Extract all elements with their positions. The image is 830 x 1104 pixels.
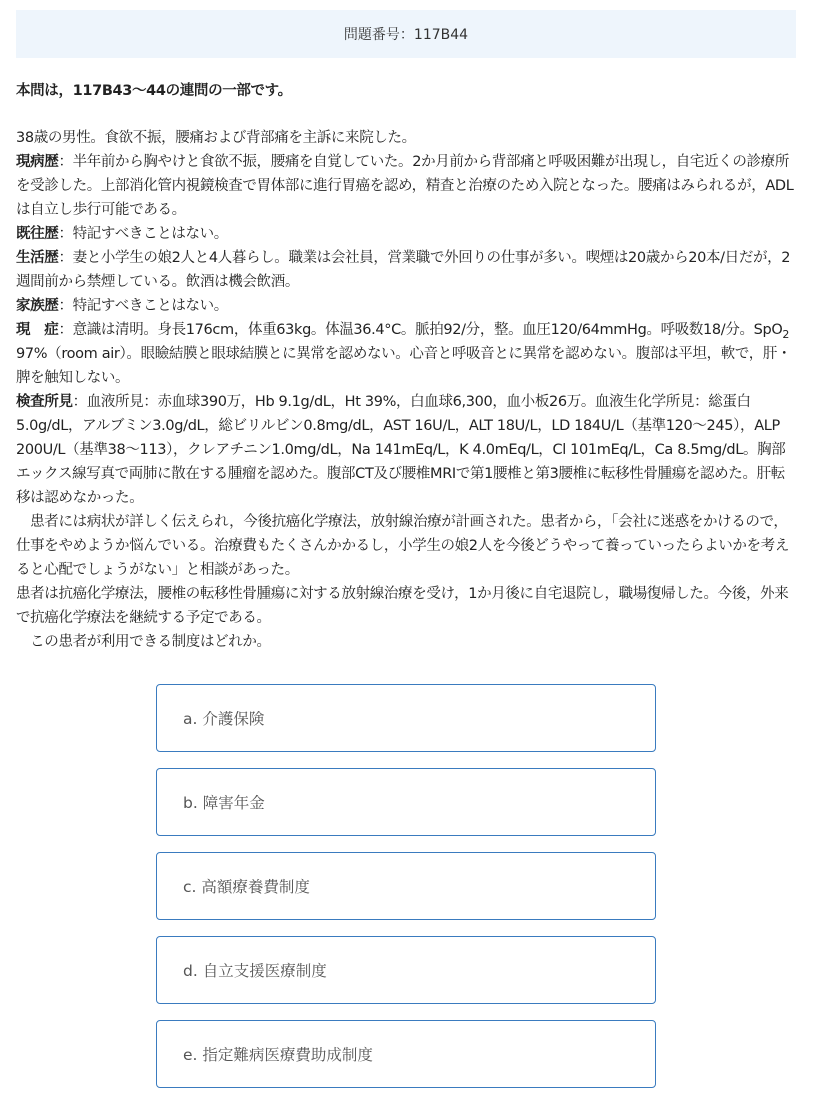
- life-history-label: 生活歴: [16, 250, 59, 266]
- past-history: [16, 222, 798, 246]
- physical-exam: [16, 318, 798, 390]
- problem-number: 問題番号：117B44: [343, 27, 469, 43]
- family-history: [16, 294, 798, 318]
- choice-d-button[interactable]: [156, 936, 656, 1004]
- family-history-text: ：特記すべきことはない。: [58, 298, 228, 314]
- lab-findings: [16, 390, 798, 510]
- lab-findings-label: 検査所見: [16, 394, 73, 410]
- choice-d-label: d. 自立支援医療制度: [183, 962, 327, 980]
- physical-exam-text-2: 97%（room air）。眼瞼結膜と眼球結膜とに異常を認めない。心音と呼吸音とに異常を認めない。腹部は平坦，軟で，肝・脾を触知しない。: [16, 346, 792, 386]
- consultation: 患者には病状が詳しく伝えられ，今後抗癌化学療法，放射線治療が計画された。患者から，「会社に迷惑をかけるので，仕事をやめようか悩んでいる。治療費もたくさんかかるし，小学生の娘2人を今後どうやって養っていったらよいかを考えると心配でしょうがない」と相談があった。: [16, 514, 789, 578]
- clinical-course: 患者は抗癌化学療法，腰椎の転移性骨腫瘍に対する放射線治療を受け，1か月後に自宅退院し，職場復帰した。今後，外来で抗癌化学療法を継続する予定である。: [16, 586, 789, 626]
- problem-number-bar: [16, 10, 796, 58]
- choice-b-label: b. 障害年金: [183, 794, 265, 812]
- physical-exam-text-1: ：意識は清明。身長176cm，体重63kg。体温36.4°C。脈拍92/分，整。血圧120/64mmHg。呼吸数18/分。SpO: [58, 322, 783, 338]
- lab-findings-text: ：血液所見：赤血球390万，Hb 9.1g/dL，Ht 39%，白血球6,300，血小板26万。血液生化学所見：総蛋白5.0g/dL，アルブミン3.0g/dL，総ビリルビン0.8mg/dL，AST 16U/L，ALT 18U/L，LD 184U/L（基準120〜245），ALP 200U/L（基準38〜113），クレアチニン1.0mg/dL，Na 141mEq/L，K 4.0mEq/L，Cl 101mEq/L，Ca 8.5mg/dL。胸部エックス線写真で両肺に散在する腫瘤を認めた。腹部CT及び腰椎MRIで第1腰椎と第3腰椎に転移性骨腫瘍を認めた。肝転移は認めなかった。: [16, 394, 786, 506]
- present-illness: [16, 150, 798, 222]
- spo2-subscript: 2: [782, 327, 790, 341]
- case-description: [16, 126, 798, 654]
- past-history-text: ：特記すべきことはない。: [58, 226, 228, 242]
- present-illness-label: 現病歴: [16, 154, 59, 170]
- case-summary: 38歳の男性。食欲不振，腰痛および背部痛を主訴に来院した。: [16, 130, 416, 146]
- present-illness-text: ：半年前から胸やけと食欲不振，腰痛を自覚していた。2か月前から背部痛と呼吸困難が出現し，自宅近くの診療所を受診した。上部消化管内視鏡検査で胃体部に進行胃癌を認め，精査と治療のため入院となった。腰痛はみられるが，ADLは自立し歩行可能である。: [16, 154, 794, 218]
- choice-a-label: a. 介護保険: [183, 710, 265, 728]
- choice-c-button[interactable]: [156, 852, 656, 920]
- choice-b-button[interactable]: [156, 768, 656, 836]
- family-history-label: 家族歴: [16, 298, 59, 314]
- choice-a-button[interactable]: [156, 684, 656, 752]
- choice-e-label: e. 指定難病医療費助成制度: [183, 1046, 373, 1064]
- series-note: 本問は，117B43〜44の連問の一部です。: [16, 83, 292, 99]
- question-content: [16, 80, 798, 654]
- life-history-text: ：妻と小学生の娘2人と4人暮らし。職業は会社員，営業職で外回りの仕事が多い。喫煙は20歳から20本/日だが，2週間前から禁煙している。飲酒は機会飲酒。: [16, 250, 791, 290]
- question-text: この患者が利用できる制度はどれか。: [16, 634, 271, 650]
- choice-c-label: c. 高額療養費制度: [183, 878, 310, 896]
- life-history: [16, 246, 798, 294]
- physical-exam-label: 現 症: [16, 322, 59, 338]
- answer-choices: [156, 684, 656, 1104]
- past-history-label: 既往歴: [16, 226, 59, 242]
- choice-e-button[interactable]: [156, 1020, 656, 1088]
